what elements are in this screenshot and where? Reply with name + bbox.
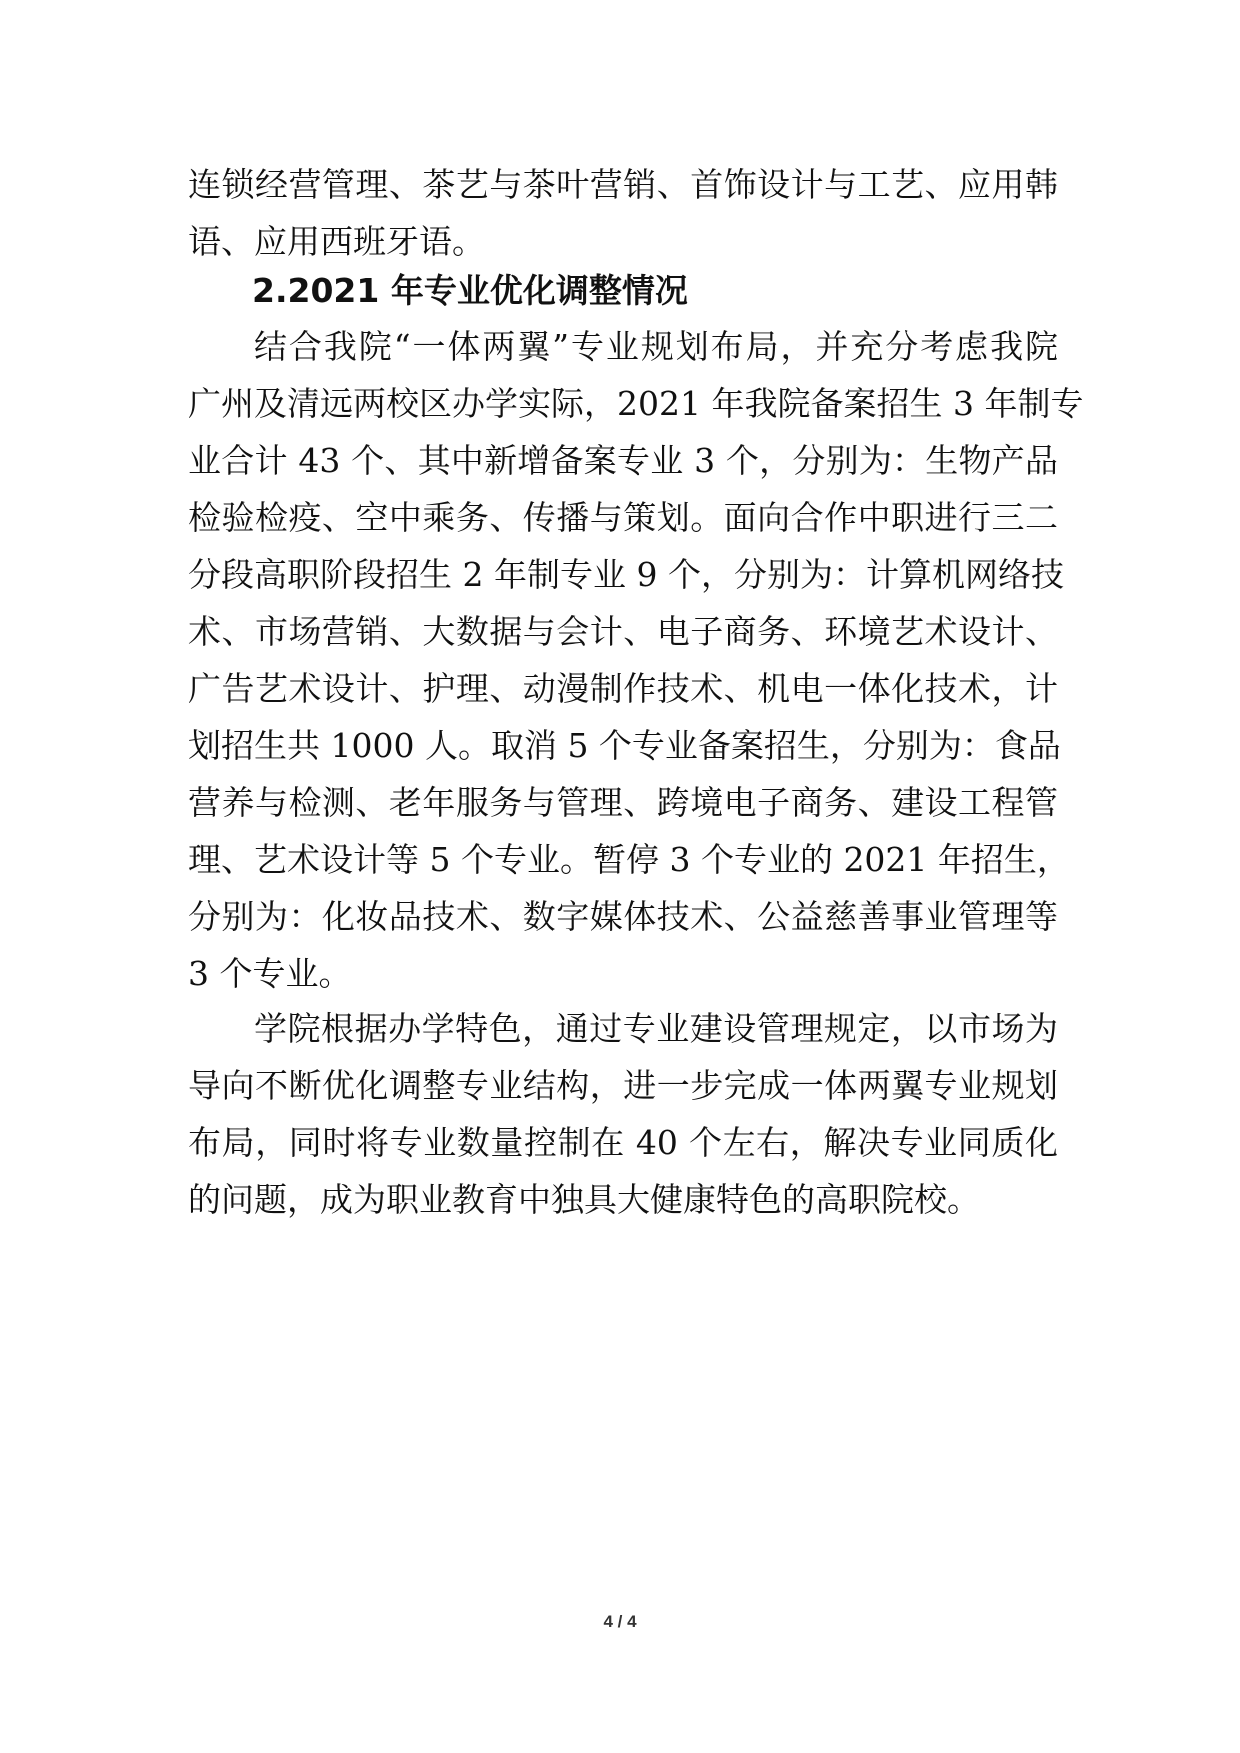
text-line: 结合我院“一体两翼”专业规划布局，并充分考虑我院 [254,327,1058,366]
text-line: 分段高职阶段招生 2 年制专业 9 个，分别为：计算机网络技 [188,555,1064,594]
text-line: 广告艺术设计、护理、动漫制作技术、机电一体化技术，计 [188,669,1058,708]
text-line: 分别为：化妆品技术、数字媒体技术、公益慈善事业管理等 [188,897,1058,936]
text-line: 术、市场营销、大数据与会计、电子商务、环境艺术设计、 [188,612,1058,651]
text-line: 语、应用西班牙语。 [188,222,485,261]
text-line: 广州及清远两校区办学实际，2021 年我院备案招生 3 年制专 [188,384,1084,423]
text-line: 3 个专业。 [188,954,352,993]
paragraph-3 [188,1000,1058,1228]
text-line: 营养与检测、老年服务与管理、跨境电子商务、建设工程管 [188,783,1058,822]
page-number: 4 / 4 [603,1612,637,1631]
text-line: 划招生共 1000 人。取消 5 个专业备案招生，分别为：食品 [188,726,1061,765]
text-line: 理、艺术设计等 5 个专业。暂停 3 个专业的 2021 年招生， [188,840,1070,879]
text-line: 布局，同时将专业数量控制在 40 个左右，解决专业同质化 [188,1123,1058,1162]
paragraph-2 [188,318,1084,1002]
text-line: 检验检疫、空中乘务、传播与策划。面向合作中职进行三二 [188,498,1058,537]
text-line: 连锁经营管理、茶艺与茶叶营销、首饰设计与工艺、应用韩 [188,165,1058,204]
text-line: 业合计 43 个、其中新增备案专业 3 个，分别为：生物产品 [188,441,1058,480]
paragraph-continued [188,156,1058,270]
text-line: 学院根据办学特色，通过专业建设管理规定，以市场为 [254,1009,1058,1048]
text-line: 的问题，成为职业教育中独具大健康特色的高职院校。 [188,1180,980,1219]
section-heading: 2.2021 年专业优化调整情况 [252,271,688,310]
text-line: 导向不断优化调整专业结构，进一步完成一体两翼专业规划 [188,1066,1058,1105]
